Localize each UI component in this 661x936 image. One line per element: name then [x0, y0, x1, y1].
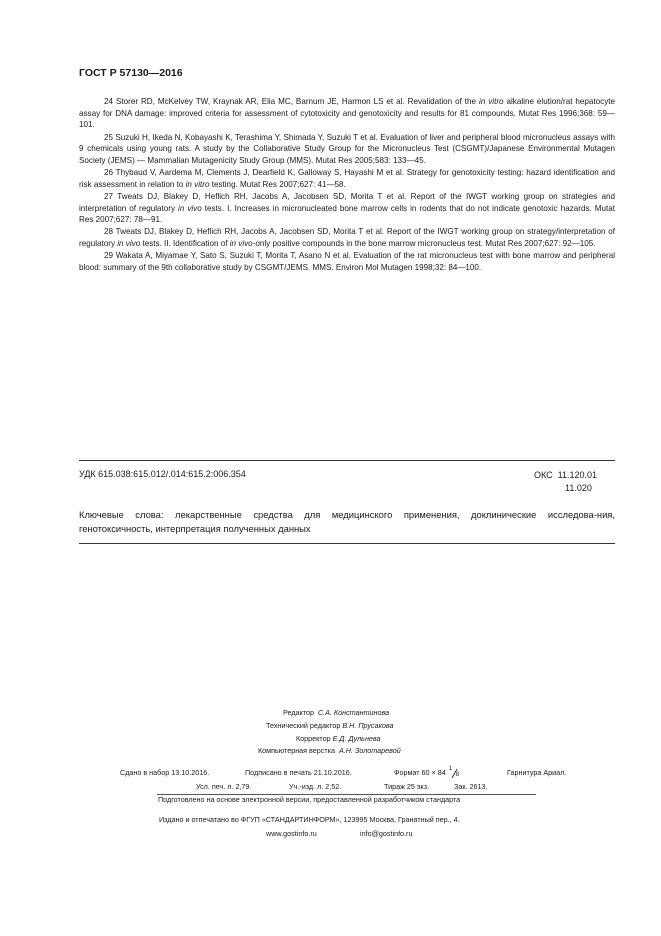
document-header: ГОСТ Р 57130—2016 — [79, 67, 183, 79]
reference-text: Wakata A, Miyamae Y, Sato S, Suzuki T, Morita T, Asano N et al. Evaluation of the rat micronucleus test with bone marrow and peripheral blood: summary of the 9th collaborative study by CSGMT/JEMS. MMS. Environ Mol Mutagen 1998;32: 84—100. — [79, 251, 616, 272]
reference-italic-term: in vivo — [117, 239, 141, 248]
reference-item — [79, 132, 615, 167]
tech-editor-name: В.Н. Прусакова — [342, 721, 394, 730]
fraction-slash — [448, 768, 462, 778]
reference-text: alkaline elution/rat hepatocyte assay for DNA damage: improved criteria for assessment of cytotoxicity and genotoxicity and results for 81 compounds. Mutat Res 1996;368: 59—101. — [79, 97, 615, 130]
signed-date: Подписано в печать 21.10.2016. — [245, 768, 352, 777]
layout-line — [258, 746, 401, 755]
format-frac-num: 1 — [448, 766, 453, 773]
website-link[interactable]: www.gostinfo.ru — [266, 829, 317, 838]
reference-text: tests. II. Identification of — [140, 239, 230, 248]
publisher-address: Издано и отпечатано во ФГУП «СТАНДАРТИНФОРМ», 123995 Москва, Гранатный пер., 4. — [159, 815, 460, 824]
reference-item — [79, 226, 615, 249]
format-line — [394, 768, 462, 778]
reference-number: 29 — [104, 251, 114, 261]
reference-italic-term: in vivo — [178, 203, 202, 213]
reference-number: 26 — [104, 168, 114, 177]
reference-text: tests. I. Increases in micronucleated bone marrow cells in rodents that do not indicate genotoxic hazards. Mutat Res 2007;627: 78—91. — [79, 203, 615, 225]
oks-codes — [534, 469, 597, 494]
layout-label: Компьютерная верстка — [258, 746, 335, 755]
reference-text: Thybaud V, Aardema M, Clements J, Dearfield K, Galloway S, Hayashi M et al. Strategy for genotoxicity testing: hazard identification and risk assessment in relation to — [79, 168, 615, 189]
reference-text: Tweats DJ, Blakey D, Heflich RH, Jacobs A, Jacobsen SD, Morita T et al. Report of the IWGT working group on strategy/interpretation of regulatory — [79, 227, 615, 248]
reference-item — [79, 167, 615, 190]
reference-text: -only positive compounds in the bone marrow micronucleus test. Mutat Res 2007;627: 92—105. — [252, 239, 596, 248]
reference-number: 24 — [104, 97, 114, 106]
reference-italic-term: in vivo — [229, 239, 253, 248]
format-times: × — [431, 768, 436, 777]
email-link[interactable]: info@gostinfo.ru — [360, 829, 413, 838]
editor-label: Редактор — [283, 708, 314, 717]
oks-code-2: 11.020 — [565, 482, 592, 493]
keywords-label: Ключевые слова: — [79, 509, 164, 520]
reference-italic-term: in vitro — [185, 179, 210, 189]
circulation: Тираж 25 экз. — [384, 782, 430, 791]
reference-item — [79, 191, 615, 226]
corrector-name: Е.Д. Дульнева — [332, 734, 381, 743]
print-sheets: Усл. печ. л. 2,79. — [196, 782, 252, 791]
tech-editor-line — [266, 721, 393, 730]
editor-name: С.А. Константинова — [317, 708, 390, 717]
reference-item — [79, 96, 615, 131]
reference-text: Storer RD, McKelvey TW, Kraynak AR, Elia MC, Barnum JE, Harmon LS et al. Revalidation of the — [115, 97, 480, 106]
typeface: Гарнитура Ариал. — [507, 768, 567, 777]
order-number: Зак. 2613. — [454, 782, 488, 791]
reference-list — [79, 96, 615, 274]
format-frac-den: 8 — [455, 772, 460, 779]
reference-number: 25 — [104, 132, 114, 142]
oks-label: ОКС — [534, 470, 553, 480]
reference-italic-term: in vitro — [479, 97, 504, 106]
format-fraction — [448, 768, 462, 778]
tech-editor-label: Технический редактор — [266, 721, 341, 730]
corrector-line — [296, 734, 381, 743]
corrector-label: Корректор — [296, 734, 331, 743]
reference-text: testing. Mutat Res 2007;627: 41—58. — [209, 179, 346, 189]
editor-line — [283, 708, 389, 717]
udk-code: УДК 615.038:615.012/.014:615.2:006.354 — [79, 469, 246, 479]
format-label: Формат 60 — [394, 768, 430, 777]
submitted-date: Сдано в набор 13.10.2016. — [120, 768, 210, 777]
keywords-text: лекарственные средства для медицинского применения, доклинические исследова-ния, генотоксичность, интерпретация полученных данных — [79, 509, 615, 534]
format-num: 84 — [437, 768, 446, 777]
publishing-sheets: Уч.-изд. л. 2,52. — [289, 782, 342, 791]
top-divider — [79, 460, 615, 461]
prepared-note: Подготовлено на основе электронной версии, предоставленной разработчиком стандарта — [158, 795, 461, 804]
bottom-divider — [79, 543, 615, 544]
reference-number: 27 — [104, 191, 114, 201]
oks-code-1: 11.120.01 — [557, 470, 598, 480]
reference-item — [79, 250, 615, 273]
reference-text: Tweats DJ, Blakey D, Heflich RH, Jacobs A, Jacobsen SD, Morita T et al. Report of the IWGT working group on strategies and interpretation of regulatory — [79, 191, 615, 213]
reference-number: 28 — [104, 227, 114, 237]
keywords — [79, 508, 615, 535]
reference-text: Suzuki H, Ikeda N, Kobayashi K, Terashima Y, Shimada Y, Suzuki T et al. Evaluation of liver and peripheral blood micronucleus assays with 9 chemicals using young rats. A study by the Collaborative Study Group for the Micronucleus Test (CSGMT)/Japanese Environmental Mutagen Society (JEMS) — Mammalian Mutagenicity Study Group (MMS). Mutat Res 2005;583: 133—45. — [79, 132, 615, 165]
layout-name: А.Н. Золотаревой — [338, 746, 401, 755]
